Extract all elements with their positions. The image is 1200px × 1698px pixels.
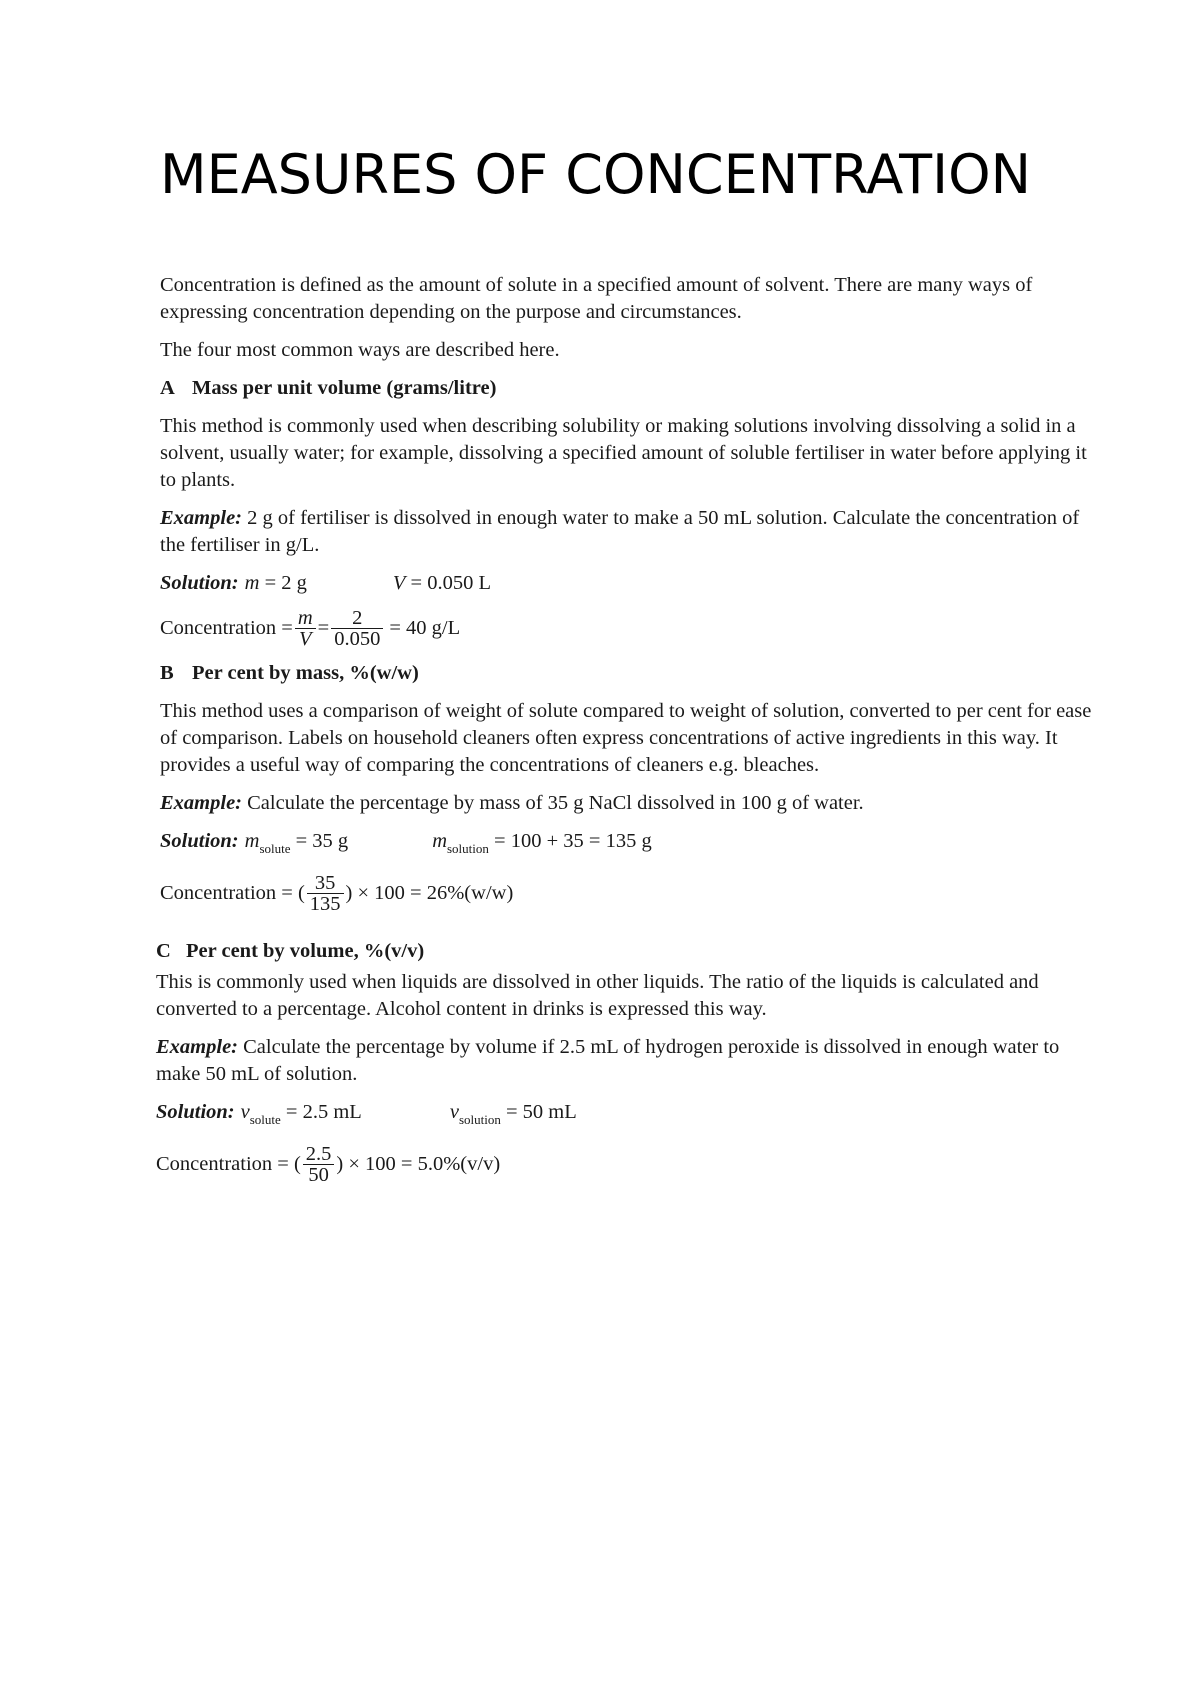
page-title: MEASURES OF CONCENTRATION — [160, 143, 1031, 206]
fraction-denominator: 50 — [308, 1164, 329, 1186]
section-letter: B — [160, 662, 174, 684]
concentration-label: Concentration = ( — [156, 1153, 301, 1175]
fraction-numerator: 2 — [331, 608, 383, 629]
subscript: solute — [249, 1112, 281, 1127]
solution-value: = 2.5 mL — [285, 1101, 362, 1123]
subscript: solution — [458, 1112, 501, 1127]
section-b-heading — [160, 660, 1100, 687]
section-c-example — [156, 1034, 1100, 1088]
solution-var-v: V — [392, 572, 406, 594]
section-a-heading — [160, 375, 1100, 402]
section-a-formula — [160, 608, 1100, 649]
solution-value: = 0.050 L — [410, 572, 491, 594]
solution-value: = 2 g — [264, 572, 307, 594]
example-label: Example: — [160, 507, 242, 529]
solution-value: = 50 mL — [505, 1101, 577, 1123]
intro-paragraph: Concentration is defined as the amount of solute in a specified amount of solvent. There are many ways of expressing concentration depending on the purpose and circumstances. — [160, 274, 1033, 323]
section-c-description: This is commonly used when liquids are dissolved in other liquids. The ratio of the liquids is calculated and converted to a percentage. Alcohol content in drinks is expressed this way. — [156, 971, 1039, 1020]
fraction-m-over-v — [295, 608, 316, 649]
document-body — [156, 272, 1100, 1196]
section-b-description: This method uses a comparison of weight of solute compared to weight of solution, converted to per cent for ease of comparison. Labels on household cleaners often express concentrations of active ingredients in this way. It provides a useful way of comparing the concentrations of cleaners e.g. bleaches. — [160, 700, 1092, 776]
section-c-solution — [156, 1099, 1100, 1133]
solution-value: = 35 g — [295, 830, 349, 852]
solution-var-m: m — [432, 830, 447, 852]
equals-sign: = — [317, 617, 330, 639]
concentration-label: Concentration = — [160, 617, 293, 639]
section-c-heading — [156, 938, 1100, 965]
section-letter: A — [160, 377, 175, 399]
fraction-denominator: 0.050 — [334, 628, 381, 650]
fraction-values — [303, 1144, 335, 1185]
concentration-label: Concentration = ( — [160, 882, 305, 904]
solution-var-v: v — [240, 1101, 250, 1123]
example-text: Calculate the percentage by volume if 2.5 mL of hydrogen peroxide is dissolved in enough water to make 50 mL of solution. — [156, 1036, 1060, 1085]
fraction-denominator: 135 — [309, 893, 341, 915]
section-b-example — [160, 790, 1100, 817]
subscript: solution — [447, 841, 489, 856]
subscript: solute — [259, 841, 291, 856]
fraction-values — [307, 873, 344, 914]
example-label: Example: — [160, 792, 242, 814]
solution-var-m: m — [244, 830, 260, 852]
fraction-denominator: V — [298, 628, 312, 650]
solution-label: Solution: — [156, 1101, 235, 1123]
section-c-formula — [156, 1144, 1100, 1185]
section-b-formula — [160, 873, 1100, 914]
section-a-example — [160, 505, 1100, 559]
solution-var-m: m — [244, 572, 260, 594]
section-heading-text: Per cent by volume, %(v/v) — [186, 940, 425, 962]
solution-var-v: v — [449, 1101, 459, 1123]
formula-result: = 40 g/L — [389, 617, 461, 639]
section-b-solution — [160, 828, 1100, 862]
intro-paragraph-2: The four most common ways are described here. — [160, 339, 560, 361]
section-a-description: This method is commonly used when describing solubility or making solutions involving dissolving a solid in a solvent, usually water; for example, dissolving a specified amount of soluble fertiliser in water before applying it to plants. — [160, 415, 1087, 491]
solution-value: = 100 + 35 = 135 g — [494, 830, 652, 852]
example-text: Calculate the percentage by mass of 35 g NaCl dissolved in 100 g of water. — [247, 792, 864, 814]
section-a-solution — [160, 570, 1100, 597]
solution-label: Solution: — [160, 572, 239, 594]
fraction-values — [331, 608, 383, 649]
section-heading-text: Mass per unit volume (grams/litre) — [192, 377, 497, 399]
example-text: 2 g of fertiliser is dissolved in enough water to make a 50 mL solution. Calculate the concentration of the fertiliser in g/L. — [160, 507, 1080, 556]
fraction-numerator: 35 — [307, 873, 344, 894]
solution-label: Solution: — [160, 830, 239, 852]
fraction-numerator: m — [297, 607, 313, 629]
section-letter: C — [156, 940, 171, 962]
example-label: Example: — [156, 1036, 238, 1058]
formula-result: ) × 100 = 26%(w/w) — [345, 882, 514, 904]
formula-result: ) × 100 = 5.0%(v/v) — [336, 1153, 501, 1175]
section-heading-text: Per cent by mass, %(w/w) — [192, 662, 419, 684]
fraction-numerator: 2.5 — [303, 1144, 335, 1165]
